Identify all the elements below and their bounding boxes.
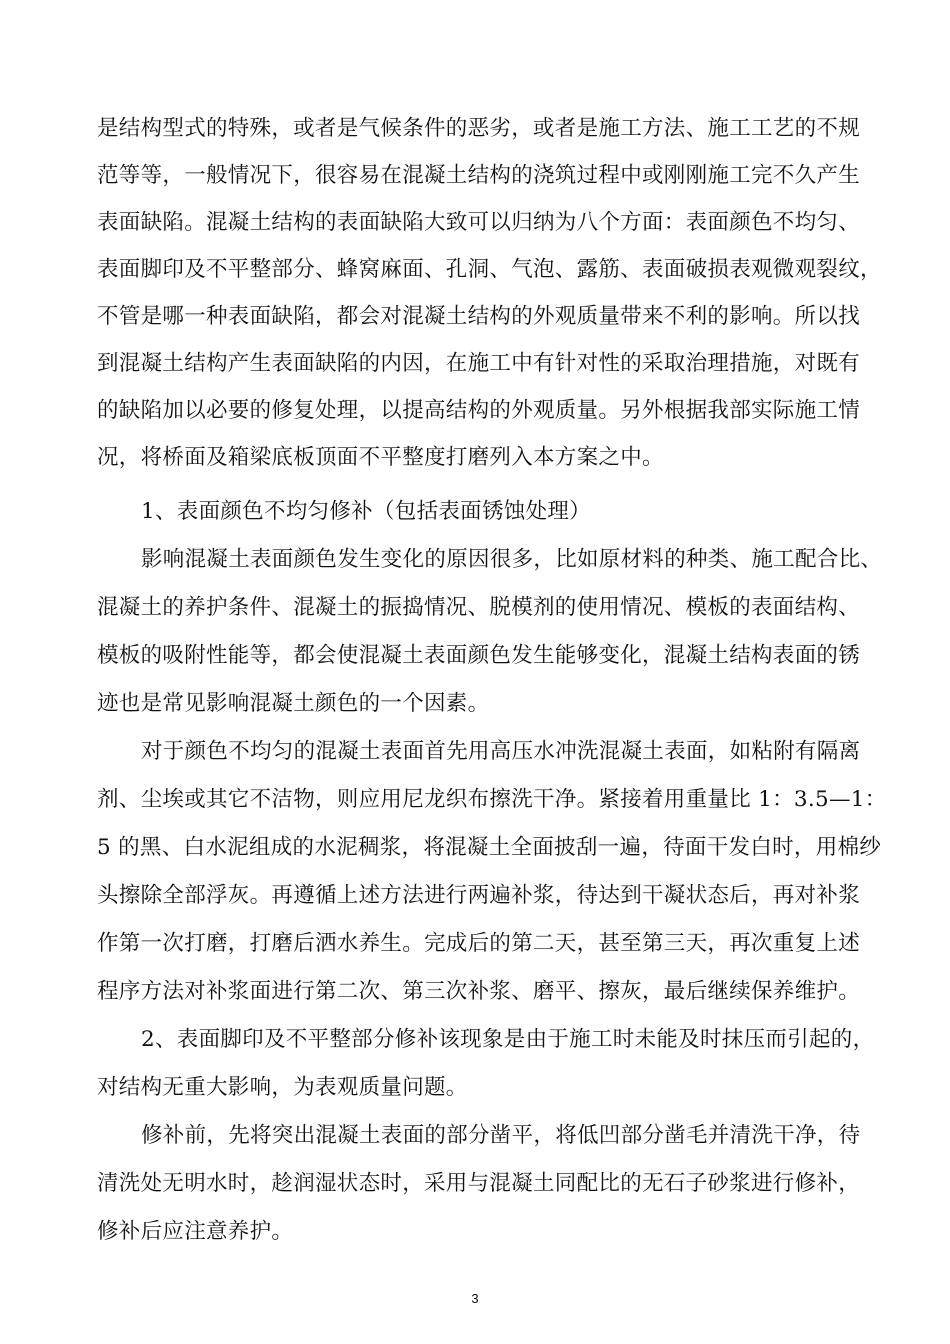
text-line: 对结构无重大影响，为表观质量问题。 <box>97 1075 468 1100</box>
paragraph-first-line: 影响混凝土表面颜色发生变化的原因很多，比如原材料的种类、施工配合比、 <box>141 547 883 572</box>
text-line: 清洗处无明水时，趁润湿状态时，采用与混凝土同配比的无石子砂浆进行修补， <box>97 1171 861 1196</box>
text-line: 程序方法对补浆面进行第二次、第三次补浆、磨平、擦灰，最后继续保养维护。 <box>97 979 861 1004</box>
text-line: 头擦除全部浮灰。再遵循上述方法进行两遍补浆，待达到干凝状态后，再对补浆 <box>97 883 861 908</box>
text-line: 修补后应注意养护。 <box>97 1219 294 1244</box>
text-line: 况，将桥面及箱梁底板顶面不平整度打磨列入本方案之中。 <box>97 445 664 470</box>
page-number: 3 <box>471 1291 479 1306</box>
text-line: 表面缺陷。混凝土结构的表面缺陷大致可以归纳为八个方面：表面颜色不均匀、 <box>97 210 861 235</box>
paragraph-first-line: 对于颜色不均匀的混凝土表面首先用高压水冲洗混凝土表面，如粘附有隔离 <box>141 739 861 764</box>
text-line: 的缺陷加以必要的修复处理，以提高结构的外观质量。另外根据我部实际施工情 <box>97 398 861 423</box>
text-line: 到混凝土结构产生表面缺陷的内因，在施工中有针对性的采取治理措施，对既有 <box>97 351 861 376</box>
text-line: 混凝土的养护条件、混凝土的振捣情况、脱模剂的使用情况、模板的表面结构、 <box>97 595 861 620</box>
section-heading: 2、表面脚印及不平整部分修补该现象是由于施工时未能及时抹压而引起的， <box>141 1027 875 1052</box>
text-line: 是结构型式的特殊，或者是气候条件的恶劣，或者是施工方法、施工工艺的不规 <box>97 116 861 141</box>
text-line: 表面脚印及不平整部分、蜂窝麻面、孔洞、气泡、露筋、表面破损表观微观裂纹， <box>97 257 882 282</box>
text-line: 剂、尘埃或其它不洁物，则应用尼龙织布擦洗干净。紧接着用重量比 1：3.5—1： <box>97 787 887 812</box>
section-heading: 1、表面颜色不均匀修补（包括表面锈蚀处理） <box>141 499 591 524</box>
text-line: 迹也是常见影响混凝土颜色的一个因素。 <box>97 691 490 716</box>
text-line: 模板的吸附性能等，都会使混凝土表面颜色发生能够变化，混凝土结构表面的锈 <box>97 643 861 668</box>
text-line: 5 的黑、白水泥组成的水泥稠浆，将混凝土全面披刮一遍，待面干发白时，用棉纱 <box>97 835 882 860</box>
text-line: 范等等，一般情况下，很容易在混凝土结构的浇筑过程中或刚刚施工完不久产生 <box>97 163 861 188</box>
paragraph-first-line: 修补前，先将突出混凝土表面的部分凿平，将低凹部分凿毛并清洗干净，待 <box>141 1123 861 1148</box>
text-line: 不管是哪一种表面缺陷，都会对混凝土结构的外观质量带来不利的影响。所以找 <box>97 304 861 329</box>
text-line: 作第一次打磨，打磨后洒水养生。完成后的第二天，甚至第三天，再次重复上述 <box>97 931 861 956</box>
